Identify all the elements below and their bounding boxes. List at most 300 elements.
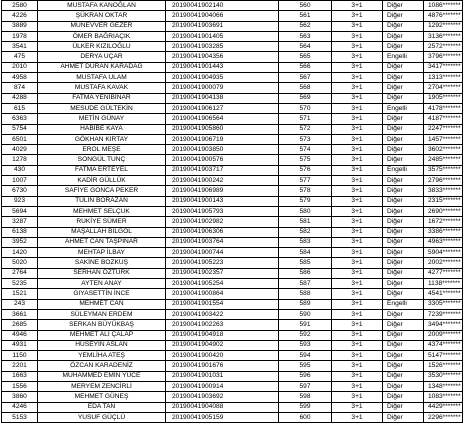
room-type-cell: 3+1 [332, 124, 383, 134]
category-cell: Diğer [383, 206, 424, 216]
row-id-cell: 1663 [2, 371, 38, 381]
table-row [2, 42, 463, 52]
row-id-cell: 2764 [2, 268, 38, 278]
category-cell: Diğer [383, 309, 424, 319]
name-cell: AYTEN ANAY [38, 279, 166, 289]
application-number-cell: 20190041906306 [166, 227, 279, 237]
application-number-cell: 20190041904138 [166, 93, 279, 103]
rank-cell: 566 [279, 62, 332, 72]
masked-id-cell: 2247******* [424, 124, 463, 134]
masked-id-cell: 5904******* [424, 248, 463, 258]
application-number-cell: 20190041904918 [166, 330, 279, 340]
name-cell: ŞÜKRAN OKTAR [38, 11, 166, 21]
room-type-cell: 3+1 [332, 73, 383, 83]
name-cell: METİN GÜNAY [38, 114, 166, 124]
row-id-cell: 5754 [2, 124, 38, 134]
application-number-cell: 20190041905793 [166, 206, 279, 216]
masked-id-cell: 2315******* [424, 196, 463, 206]
application-number-cell: 20190041901031 [166, 371, 279, 381]
rank-cell: 596 [279, 371, 332, 381]
rank-cell: 585 [279, 258, 332, 268]
masked-id-cell: 2572******* [424, 42, 463, 52]
application-number-cell: 20190041902357 [166, 268, 279, 278]
application-number-cell: 20190041906989 [166, 186, 279, 196]
room-type-cell: 3+1 [332, 165, 383, 175]
applicant-table [1, 0, 463, 423]
room-type-cell: 3+1 [332, 320, 383, 330]
name-cell: YEMLİHA ATEŞ [38, 351, 166, 361]
table-row [2, 134, 463, 144]
name-cell: MUNEVVER GEZER [38, 21, 166, 31]
application-number-cell: 20190041903850 [166, 145, 279, 155]
room-type-cell: 3+1 [332, 217, 383, 227]
row-id-cell: 1278 [2, 155, 38, 165]
row-id-cell: 5694 [2, 206, 38, 216]
row-id-cell: 243 [2, 299, 38, 309]
row-id-cell: 4029 [2, 145, 38, 155]
name-cell: SERHAN ÖZTÜRK [38, 268, 166, 278]
row-id-cell: 4931 [2, 340, 38, 350]
row-id-cell: 2010 [2, 62, 38, 72]
masked-id-cell: 1313******* [424, 73, 463, 83]
row-id-cell: 4288 [2, 93, 38, 103]
masked-id-cell: 3386******* [424, 227, 463, 237]
application-number-cell: 20190041900744 [166, 248, 279, 258]
rank-cell: 594 [279, 351, 332, 361]
table-row [2, 124, 463, 134]
rank-cell: 581 [279, 217, 332, 227]
name-cell: FATMA ERTEYEL [38, 165, 166, 175]
application-number-cell: 20190041904902 [166, 340, 279, 350]
room-type-cell: 3+1 [332, 237, 383, 247]
row-id-cell: 874 [2, 83, 38, 93]
masked-id-cell: 4374******* [424, 340, 463, 350]
rank-cell: 586 [279, 268, 332, 278]
masked-id-cell: 2690******* [424, 206, 463, 216]
room-type-cell: 3+1 [332, 279, 383, 289]
application-number-cell: 20190041903285 [166, 42, 279, 52]
row-id-cell: 5153 [2, 412, 38, 422]
table-row [2, 227, 463, 237]
application-number-cell: 20190041900242 [166, 176, 279, 186]
masked-id-cell: 3417******* [424, 62, 463, 72]
rank-cell: 584 [279, 248, 332, 258]
category-cell: Diğer [383, 268, 424, 278]
category-cell: Diğer [383, 1, 424, 11]
rank-cell: 568 [279, 83, 332, 93]
name-cell: RUKİYE SÜMER [38, 217, 166, 227]
row-id-cell: 1556 [2, 381, 38, 391]
name-cell: AHMET CAN TAŞPINAR [38, 237, 166, 247]
table-row [2, 309, 463, 319]
category-cell: Diğer [383, 73, 424, 83]
application-number-cell: 20190041904066 [166, 11, 279, 21]
rank-cell: 600 [279, 412, 332, 422]
rank-cell: 583 [279, 237, 332, 247]
masked-id-cell: 1348******* [424, 381, 463, 391]
category-cell: Diğer [383, 42, 424, 52]
category-cell: Diğer [383, 381, 424, 391]
row-id-cell: 6501 [2, 134, 38, 144]
application-number-cell: 20190041901554 [166, 299, 279, 309]
category-cell: Diğer [383, 392, 424, 402]
application-number-cell: 20190041905159 [166, 412, 279, 422]
row-id-cell: 3889 [2, 21, 38, 31]
name-cell: DERYA UÇAR [38, 52, 166, 62]
table-row [2, 206, 463, 216]
rank-cell: 567 [279, 73, 332, 83]
rank-cell: 592 [279, 330, 332, 340]
rank-cell: 578 [279, 186, 332, 196]
table-row [2, 11, 463, 21]
application-number-cell: 20190041900864 [166, 289, 279, 299]
masked-id-cell: 1457******* [424, 134, 463, 144]
category-cell: Diğer [383, 351, 424, 361]
category-cell: Diğer [383, 330, 424, 340]
masked-id-cell: 3530******* [424, 371, 463, 381]
row-id-cell: 1007 [2, 176, 38, 186]
category-cell: Diğer [383, 11, 424, 21]
room-type-cell: 3+1 [332, 196, 383, 206]
category-cell: Diğer [383, 217, 424, 227]
name-cell: MUSTAFA KANOĞLAN [38, 1, 166, 11]
row-id-cell: 2201 [2, 361, 38, 371]
name-cell: KADİR GÜLLÜK [38, 176, 166, 186]
application-number-cell: 20190041903691 [166, 21, 279, 31]
name-cell: SAKİNE BOZKUŞ [38, 258, 166, 268]
masked-id-cell: 4277******* [424, 268, 463, 278]
row-id-cell: 430 [2, 165, 38, 175]
table-row [2, 196, 463, 206]
rank-cell: 572 [279, 124, 332, 134]
name-cell: MERYEM ZENCİRLİ [38, 381, 166, 391]
application-number-cell: 20190041904356 [166, 52, 279, 62]
room-type-cell: 3+1 [332, 268, 383, 278]
row-id-cell: 615 [2, 103, 38, 113]
name-cell: EROL MEŞE [38, 145, 166, 155]
name-cell: MESUDE GÜLTEKİN [38, 103, 166, 113]
row-id-cell: 1420 [2, 248, 38, 258]
room-type-cell: 3+1 [332, 248, 383, 258]
rank-cell: 564 [279, 42, 332, 52]
application-number-cell: 20190041900143 [166, 196, 279, 206]
table-row [2, 268, 463, 278]
category-cell: Diğer [383, 155, 424, 165]
row-id-cell: 6730 [2, 186, 38, 196]
application-number-cell: 20190041904088 [166, 402, 279, 412]
category-cell: Engelli [383, 165, 424, 175]
name-cell: ÜLKER KIZILOĞLU [38, 42, 166, 52]
masked-id-cell: 2796******* [424, 176, 463, 186]
name-cell: EDA TAN [38, 402, 166, 412]
category-cell: Diğer [383, 227, 424, 237]
name-cell: SÜLEYMAN ERDEM [38, 309, 166, 319]
application-number-cell: 20190041900576 [166, 155, 279, 165]
table-row [2, 93, 463, 103]
application-number-cell: 20190041906719 [166, 134, 279, 144]
row-id-cell: 5020 [2, 258, 38, 268]
row-id-cell: 1521 [2, 289, 38, 299]
name-cell: MAŞALLAH BİLGÖL [38, 227, 166, 237]
application-number-cell: 20190041903422 [166, 309, 279, 319]
table-row [2, 248, 463, 258]
application-number-cell: 20190041905223 [166, 258, 279, 268]
application-number-cell: 20190041906127 [166, 103, 279, 113]
masked-id-cell: 3833******* [424, 186, 463, 196]
rank-cell: 588 [279, 289, 332, 299]
application-number-cell: 20190041906564 [166, 114, 279, 124]
rank-cell: 587 [279, 279, 332, 289]
category-cell: Diğer [383, 134, 424, 144]
room-type-cell: 3+1 [332, 145, 383, 155]
table-row [2, 402, 463, 412]
table-row [2, 217, 463, 227]
table-row [2, 186, 463, 196]
rank-cell: 577 [279, 176, 332, 186]
room-type-cell: 3+1 [332, 103, 383, 113]
masked-id-cell: 4429******* [424, 402, 463, 412]
masked-id-cell: 1138******* [424, 279, 463, 289]
table-row [2, 103, 463, 113]
masked-id-cell: 7239******* [424, 309, 463, 319]
application-number-cell: 20190041905860 [166, 124, 279, 134]
name-cell: SAFİYE GONCA PEKER [38, 186, 166, 196]
rank-cell: 563 [279, 31, 332, 41]
masked-id-cell: 2296******* [424, 412, 463, 422]
rank-cell: 599 [279, 402, 332, 412]
masked-id-cell: 1292******* [424, 21, 463, 31]
category-cell: Diğer [383, 93, 424, 103]
category-cell: Diğer [383, 114, 424, 124]
masked-id-cell: 1905******* [424, 93, 463, 103]
table-row [2, 392, 463, 402]
row-id-cell: 3287 [2, 217, 38, 227]
table-row [2, 145, 463, 155]
row-id-cell: 3860 [2, 392, 38, 402]
room-type-cell: 3+1 [332, 21, 383, 31]
category-cell: Diğer [383, 62, 424, 72]
masked-id-cell: 1526******* [424, 361, 463, 371]
name-cell: GIYASETTİN İNCE [38, 289, 166, 299]
room-type-cell: 3+1 [332, 31, 383, 41]
category-cell: Diğer [383, 320, 424, 330]
application-number-cell: 20190041902263 [166, 320, 279, 330]
application-number-cell: 20190041903764 [166, 237, 279, 247]
category-cell: Diğer [383, 31, 424, 41]
row-id-cell: 475 [2, 52, 38, 62]
application-number-cell: 20190041902140 [166, 1, 279, 11]
room-type-cell: 3+1 [332, 381, 383, 391]
application-number-cell: 20190041900079 [166, 83, 279, 93]
room-type-cell: 3+1 [332, 361, 383, 371]
name-cell: HÜSEYİN ASLAN [38, 340, 166, 350]
name-cell: MEHMET ALİ ÇALAP [38, 330, 166, 340]
name-cell: SONGÜL TUNÇ [38, 155, 166, 165]
category-cell: Diğer [383, 186, 424, 196]
masked-id-cell: 1086******* [424, 1, 463, 11]
rank-cell: 582 [279, 227, 332, 237]
room-type-cell: 3+1 [332, 11, 383, 21]
room-type-cell: 3+1 [332, 351, 383, 361]
masked-id-cell: 3796******* [424, 52, 463, 62]
table-row [2, 351, 463, 361]
rank-cell: 593 [279, 340, 332, 350]
table-row [2, 361, 463, 371]
category-cell: Diğer [383, 124, 424, 134]
rank-cell: 575 [279, 155, 332, 165]
masked-id-cell: 3494******* [424, 320, 463, 330]
row-id-cell: 1150 [2, 351, 38, 361]
masked-id-cell: 2485******* [424, 155, 463, 165]
application-number-cell: 20190041900420 [166, 351, 279, 361]
application-number-cell: 20190041901676 [166, 361, 279, 371]
room-type-cell: 3+1 [332, 330, 383, 340]
room-type-cell: 3+1 [332, 1, 383, 11]
name-cell: HABİBE KAYA [38, 124, 166, 134]
rank-cell: 579 [279, 196, 332, 206]
rank-cell: 591 [279, 320, 332, 330]
room-type-cell: 3+1 [332, 258, 383, 268]
name-cell: MUSTAFA ULAM [38, 73, 166, 83]
room-type-cell: 3+1 [332, 83, 383, 93]
application-number-cell: 20190041903717 [166, 165, 279, 175]
rank-cell: 570 [279, 103, 332, 113]
masked-id-cell: 4178******* [424, 103, 463, 113]
room-type-cell: 3+1 [332, 371, 383, 381]
name-cell: MUSTAFA KAVAK [38, 83, 166, 93]
row-id-cell: 5235 [2, 279, 38, 289]
table-row [2, 381, 463, 391]
rank-cell: 571 [279, 114, 332, 124]
room-type-cell: 3+1 [332, 206, 383, 216]
row-id-cell: 2580 [2, 1, 38, 11]
category-cell: Diğer [383, 361, 424, 371]
category-cell: Engelli [383, 52, 424, 62]
category-cell: Engelli [383, 299, 424, 309]
table-row [2, 279, 463, 289]
table-row [2, 330, 463, 340]
application-number-cell: 20190041900914 [166, 381, 279, 391]
room-type-cell: 3+1 [332, 340, 383, 350]
row-id-cell: 3952 [2, 237, 38, 247]
row-id-cell: 4946 [2, 330, 38, 340]
category-cell: Diğer [383, 371, 424, 381]
table-row [2, 412, 463, 422]
category-cell: Diğer [383, 176, 424, 186]
category-cell: Diğer [383, 196, 424, 206]
room-type-cell: 3+1 [332, 392, 383, 402]
room-type-cell: 3+1 [332, 402, 383, 412]
row-id-cell: 6363 [2, 114, 38, 124]
row-id-cell: 923 [2, 196, 38, 206]
name-cell: MUHAMMED EMİN YÜCE [38, 371, 166, 381]
table-row [2, 1, 463, 11]
masked-id-cell: 2002******* [424, 258, 463, 268]
rank-cell: 598 [279, 392, 332, 402]
name-cell: FATMA YENİBİNAR [38, 93, 166, 103]
rank-cell: 573 [279, 134, 332, 144]
table-row [2, 176, 463, 186]
name-cell: MEHMET SELÇUK [38, 206, 166, 216]
rank-cell: 595 [279, 361, 332, 371]
masked-id-cell: 4963******* [424, 237, 463, 247]
room-type-cell: 3+1 [332, 176, 383, 186]
table-row [2, 320, 463, 330]
masked-id-cell: 5147******* [424, 351, 463, 361]
table-row [2, 237, 463, 247]
rank-cell: 574 [279, 145, 332, 155]
masked-id-cell: 3136******* [424, 31, 463, 41]
room-type-cell: 3+1 [332, 412, 383, 422]
category-cell: Diğer [383, 237, 424, 247]
category-cell: Diğer [383, 412, 424, 422]
row-id-cell: 2685 [2, 320, 38, 330]
name-cell: YUSUF GÜÇLÜ [38, 412, 166, 422]
row-id-cell: 4958 [2, 73, 38, 83]
row-id-cell: 3661 [2, 309, 38, 319]
masked-id-cell: 3575******* [424, 165, 463, 175]
masked-id-cell: 2009******* [424, 330, 463, 340]
row-id-cell: 6138 [2, 227, 38, 237]
table-row [2, 73, 463, 83]
category-cell: Engelli [383, 103, 424, 113]
room-type-cell: 3+1 [332, 114, 383, 124]
rank-cell: 565 [279, 52, 332, 62]
name-cell: ÖZCAN KARADENİZ [38, 361, 166, 371]
application-number-cell: 20190041903692 [166, 392, 279, 402]
table-row [2, 299, 463, 309]
category-cell: Diğer [383, 258, 424, 268]
category-cell: Diğer [383, 248, 424, 258]
table-row [2, 165, 463, 175]
rank-cell: 562 [279, 21, 332, 31]
category-cell: Diğer [383, 402, 424, 412]
rank-cell: 597 [279, 381, 332, 391]
room-type-cell: 3+1 [332, 42, 383, 52]
room-type-cell: 3+1 [332, 134, 383, 144]
table-row [2, 62, 463, 72]
table-row [2, 289, 463, 299]
table-row [2, 52, 463, 62]
category-cell: Diğer [383, 279, 424, 289]
room-type-cell: 3+1 [332, 299, 383, 309]
masked-id-cell: 4876******* [424, 11, 463, 21]
category-cell: Diğer [383, 145, 424, 155]
masked-id-cell: 1672******* [424, 217, 463, 227]
room-type-cell: 3+1 [332, 155, 383, 165]
room-type-cell: 3+1 [332, 62, 383, 72]
table-row [2, 258, 463, 268]
table-row [2, 114, 463, 124]
masked-id-cell: 2704******* [424, 83, 463, 93]
rank-cell: 589 [279, 299, 332, 309]
table-row [2, 371, 463, 381]
masked-id-cell: 4541******* [424, 289, 463, 299]
rank-cell: 560 [279, 1, 332, 11]
name-cell: MEHTAP İLBAY [38, 248, 166, 258]
masked-id-cell: 4187******* [424, 114, 463, 124]
room-type-cell: 3+1 [332, 289, 383, 299]
rank-cell: 590 [279, 309, 332, 319]
category-cell: Diğer [383, 21, 424, 31]
application-number-cell: 20190041901443 [166, 62, 279, 72]
rank-cell: 576 [279, 165, 332, 175]
row-id-cell: 1978 [2, 31, 38, 41]
room-type-cell: 3+1 [332, 52, 383, 62]
name-cell: AHMET DURAN KARADAĞ [38, 62, 166, 72]
table-row [2, 83, 463, 93]
application-number-cell: 20190041902982 [166, 217, 279, 227]
